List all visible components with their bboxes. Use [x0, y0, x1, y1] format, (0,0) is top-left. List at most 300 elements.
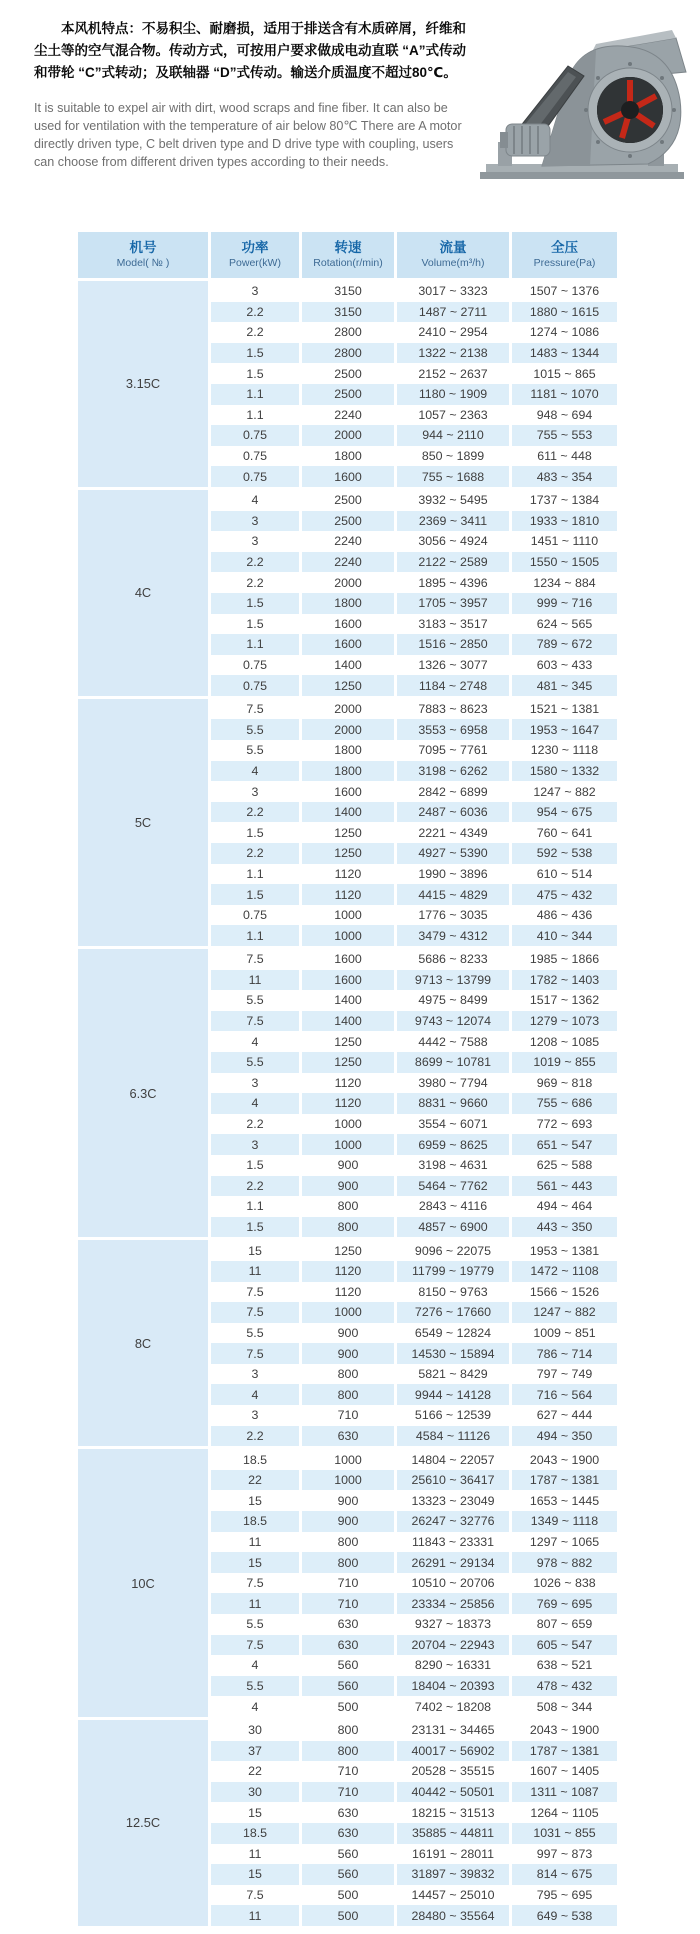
volume-cell: 18404 ~ 20393: [397, 1676, 509, 1697]
rotation-cell: 800: [302, 1364, 394, 1385]
power-cell: 7.5: [211, 1635, 299, 1656]
fan-product-image: [469, 10, 694, 186]
power-cell: 11: [211, 1905, 299, 1926]
pressure-cell: 999 ~ 716: [512, 593, 617, 614]
table-row: [211, 1552, 620, 1573]
pressure-cell: 1521 ~ 1381: [512, 699, 617, 720]
table-row: [211, 1155, 620, 1176]
power-cell: 1.5: [211, 1155, 299, 1176]
power-cell: 3: [211, 511, 299, 532]
rotation-cell: 2000: [302, 719, 394, 740]
rotation-cell: 1800: [302, 446, 394, 467]
header-model-en: Model( № ): [116, 256, 170, 269]
volume-cell: 2369 ~ 3411: [397, 511, 509, 532]
pressure-cell: 1880 ~ 1615: [512, 302, 617, 323]
power-cell: 7.5: [211, 1282, 299, 1303]
table-row: [211, 490, 620, 511]
pressure-cell: 625 ~ 588: [512, 1155, 617, 1176]
power-cell: 2.2: [211, 1114, 299, 1135]
power-cell: 1.5: [211, 343, 299, 364]
rotation-cell: 1250: [302, 843, 394, 864]
volume-cell: 3017 ~ 3323: [397, 281, 509, 302]
table-row: [211, 1176, 620, 1197]
table-row: [211, 1426, 620, 1447]
power-cell: 3: [211, 281, 299, 302]
table-row: [211, 1593, 620, 1614]
header-pressure-en: Pressure(Pa): [533, 256, 596, 269]
pressure-cell: 443 ~ 350: [512, 1217, 617, 1238]
pressure-cell: 997 ~ 873: [512, 1844, 617, 1865]
volume-cell: 5464 ~ 7762: [397, 1176, 509, 1197]
rotation-cell: 2000: [302, 572, 394, 593]
table-row: [211, 740, 620, 761]
pressure-cell: 481 ~ 345: [512, 675, 617, 696]
table-row: [211, 884, 620, 905]
rotation-cell: 560: [302, 1864, 394, 1885]
table-row: [211, 1011, 620, 1032]
model-label: 6.3C: [78, 949, 208, 1237]
volume-cell: 2842 ~ 6899: [397, 781, 509, 802]
rotation-cell: 1250: [302, 1240, 394, 1261]
power-cell: 11: [211, 970, 299, 991]
volume-cell: 944 ~ 2110: [397, 425, 509, 446]
table-row: [211, 1823, 620, 1844]
power-cell: 15: [211, 1490, 299, 1511]
pressure-cell: 478 ~ 432: [512, 1676, 617, 1697]
rotation-cell: 1000: [302, 1114, 394, 1135]
volume-cell: 9713 ~ 13799: [397, 970, 509, 991]
pressure-cell: 1653 ~ 1445: [512, 1490, 617, 1511]
pressure-cell: 1985 ~ 1866: [512, 949, 617, 970]
volume-cell: 4415 ~ 4829: [397, 884, 509, 905]
volume-cell: 9743 ~ 12074: [397, 1011, 509, 1032]
rotation-cell: 1120: [302, 1282, 394, 1303]
power-cell: 1.5: [211, 593, 299, 614]
volume-cell: 1776 ~ 3035: [397, 905, 509, 926]
power-cell: 3: [211, 1405, 299, 1426]
rotation-cell: 2240: [302, 552, 394, 573]
table-header-row: [78, 232, 620, 278]
table-row: [211, 1676, 620, 1697]
pressure-cell: 1264 ~ 1105: [512, 1802, 617, 1823]
volume-cell: 13323 ~ 23049: [397, 1490, 509, 1511]
table-row: [211, 552, 620, 573]
pressure-cell: 1247 ~ 882: [512, 781, 617, 802]
power-cell: 22: [211, 1761, 299, 1782]
rotation-cell: 900: [302, 1511, 394, 1532]
pressure-cell: 755 ~ 686: [512, 1093, 617, 1114]
power-cell: 1.1: [211, 384, 299, 405]
power-cell: 15: [211, 1552, 299, 1573]
pressure-cell: 611 ~ 448: [512, 446, 617, 467]
rotation-cell: 1250: [302, 1052, 394, 1073]
table-row: [211, 990, 620, 1011]
power-cell: 2.2: [211, 322, 299, 343]
pressure-cell: 1208 ~ 1085: [512, 1031, 617, 1052]
volume-cell: 26247 ~ 32776: [397, 1511, 509, 1532]
pressure-cell: 1181 ~ 1070: [512, 384, 617, 405]
pressure-cell: 1737 ~ 1384: [512, 490, 617, 511]
power-cell: 4: [211, 1093, 299, 1114]
rotation-cell: 3150: [302, 302, 394, 323]
pressure-cell: 627 ~ 444: [512, 1405, 617, 1426]
table-row: [211, 511, 620, 532]
rotation-cell: 630: [302, 1426, 394, 1447]
pressure-cell: 789 ~ 672: [512, 634, 617, 655]
table-row: [211, 802, 620, 823]
model-label: 3.15C: [78, 281, 208, 487]
power-cell: 7.5: [211, 1573, 299, 1594]
pressure-cell: 1230 ~ 1118: [512, 740, 617, 761]
table-row: [211, 1844, 620, 1865]
table-row: [211, 1449, 620, 1470]
rotation-cell: 2500: [302, 490, 394, 511]
volume-cell: 8290 ~ 16331: [397, 1655, 509, 1676]
header-pressure: [512, 232, 617, 278]
table-row: [211, 1240, 620, 1261]
pressure-cell: 1026 ~ 838: [512, 1573, 617, 1594]
pressure-cell: 651 ~ 547: [512, 1134, 617, 1155]
volume-cell: 14530 ~ 15894: [397, 1343, 509, 1364]
volume-cell: 10510 ~ 20706: [397, 1573, 509, 1594]
header-volume: [397, 232, 509, 278]
pressure-cell: 1279 ~ 1073: [512, 1011, 617, 1032]
power-cell: 30: [211, 1782, 299, 1803]
power-cell: 18.5: [211, 1823, 299, 1844]
model-group: [78, 1720, 620, 1926]
table-row: [211, 1720, 620, 1741]
volume-cell: 4857 ~ 6900: [397, 1217, 509, 1238]
volume-cell: 4442 ~ 7588: [397, 1031, 509, 1052]
rotation-cell: 1000: [302, 905, 394, 926]
table-row: [211, 1384, 620, 1405]
pressure-cell: 494 ~ 464: [512, 1196, 617, 1217]
volume-cell: 2221 ~ 4349: [397, 822, 509, 843]
power-cell: 4: [211, 1696, 299, 1717]
volume-cell: 3198 ~ 6262: [397, 761, 509, 782]
volume-cell: 3056 ~ 4924: [397, 531, 509, 552]
pressure-cell: 1507 ~ 1376: [512, 281, 617, 302]
header-power-cn: 功率: [241, 239, 269, 255]
pressure-cell: 795 ~ 695: [512, 1885, 617, 1906]
power-cell: 22: [211, 1470, 299, 1491]
volume-cell: 8699 ~ 10781: [397, 1052, 509, 1073]
rotation-cell: 1120: [302, 1073, 394, 1094]
rotation-cell: 1000: [302, 1449, 394, 1470]
pressure-cell: 2043 ~ 1900: [512, 1449, 617, 1470]
power-cell: 0.75: [211, 675, 299, 696]
volume-cell: 5686 ~ 8233: [397, 949, 509, 970]
power-cell: 0.75: [211, 905, 299, 926]
pressure-cell: 638 ~ 521: [512, 1655, 617, 1676]
volume-cell: 28480 ~ 35564: [397, 1905, 509, 1926]
pressure-cell: 1234 ~ 884: [512, 572, 617, 593]
table-row: [211, 1635, 620, 1656]
volume-cell: 4584 ~ 11126: [397, 1426, 509, 1447]
pressure-cell: 1787 ~ 1381: [512, 1741, 617, 1762]
pressure-cell: 1483 ~ 1344: [512, 343, 617, 364]
volume-cell: 3198 ~ 4631: [397, 1155, 509, 1176]
power-cell: 3: [211, 1364, 299, 1385]
pressure-cell: 1247 ~ 882: [512, 1302, 617, 1323]
pressure-cell: 1580 ~ 1332: [512, 761, 617, 782]
volume-cell: 2122 ~ 2589: [397, 552, 509, 573]
table-row: [211, 614, 620, 635]
power-cell: 11: [211, 1261, 299, 1282]
power-cell: 2.2: [211, 1426, 299, 1447]
spec-table-body: [78, 281, 620, 1926]
pressure-cell: 475 ~ 432: [512, 884, 617, 905]
model-label: 12.5C: [78, 1720, 208, 1926]
pressure-cell: 1311 ~ 1087: [512, 1782, 617, 1803]
table-row: [211, 1696, 620, 1717]
pressure-cell: 1009 ~ 851: [512, 1323, 617, 1344]
pressure-cell: 948 ~ 694: [512, 405, 617, 426]
pressure-cell: 1566 ~ 1526: [512, 1282, 617, 1303]
table-row: [211, 634, 620, 655]
volume-cell: 1184 ~ 2748: [397, 675, 509, 696]
table-row: [211, 1490, 620, 1511]
table-row: [211, 1741, 620, 1762]
power-cell: 7.5: [211, 1302, 299, 1323]
header-model-cn: 机号: [129, 239, 157, 255]
power-cell: 5.5: [211, 1676, 299, 1697]
pressure-cell: 561 ~ 443: [512, 1176, 617, 1197]
table-row: [211, 1217, 620, 1238]
power-cell: 4: [211, 1384, 299, 1405]
rotation-cell: 1250: [302, 675, 394, 696]
power-cell: 1.5: [211, 614, 299, 635]
table-row: [211, 925, 620, 946]
rotation-cell: 1000: [302, 1134, 394, 1155]
table-row: [211, 425, 620, 446]
rotation-cell: 900: [302, 1323, 394, 1344]
table-row: [211, 864, 620, 885]
header-volume-cn: 流量: [439, 239, 467, 255]
power-cell: 3: [211, 531, 299, 552]
rotation-cell: 900: [302, 1343, 394, 1364]
pressure-cell: 592 ~ 538: [512, 843, 617, 864]
power-cell: 4: [211, 1031, 299, 1052]
volume-cell: 14457 ~ 25010: [397, 1885, 509, 1906]
table-row: [211, 1282, 620, 1303]
rotation-cell: 500: [302, 1905, 394, 1926]
rotation-cell: 1800: [302, 593, 394, 614]
pressure-cell: 772 ~ 693: [512, 1114, 617, 1135]
table-row: [211, 1782, 620, 1803]
pressure-cell: 716 ~ 564: [512, 1384, 617, 1405]
pressure-cell: 969 ~ 818: [512, 1073, 617, 1094]
power-cell: 11: [211, 1532, 299, 1553]
table-row: [211, 322, 620, 343]
rotation-cell: 3150: [302, 281, 394, 302]
power-cell: 4: [211, 761, 299, 782]
rotation-cell: 800: [302, 1532, 394, 1553]
pressure-cell: 483 ~ 354: [512, 466, 617, 487]
table-row: [211, 302, 620, 323]
pressure-cell: 1953 ~ 1647: [512, 719, 617, 740]
power-cell: 1.5: [211, 884, 299, 905]
power-cell: 5.5: [211, 1323, 299, 1344]
rotation-cell: 1250: [302, 1031, 394, 1052]
volume-cell: 23131 ~ 34465: [397, 1720, 509, 1741]
volume-cell: 9327 ~ 18373: [397, 1614, 509, 1635]
pressure-cell: 1472 ~ 1108: [512, 1261, 617, 1282]
power-cell: 7.5: [211, 1011, 299, 1032]
table-row: [211, 593, 620, 614]
header-rotation-en: Rotation(r/min): [313, 256, 383, 269]
rotation-cell: 1000: [302, 1470, 394, 1491]
table-row: [211, 1761, 620, 1782]
volume-cell: 1057 ~ 2363: [397, 405, 509, 426]
power-cell: 15: [211, 1240, 299, 1261]
header-rotation: [302, 232, 394, 278]
rotation-cell: 710: [302, 1573, 394, 1594]
volume-cell: 3554 ~ 6071: [397, 1114, 509, 1135]
power-cell: 2.2: [211, 1176, 299, 1197]
power-cell: 5.5: [211, 1614, 299, 1635]
table-row: [211, 843, 620, 864]
table-row: [211, 1532, 620, 1553]
table-row: [211, 363, 620, 384]
rotation-cell: 560: [302, 1844, 394, 1865]
pressure-cell: 1031 ~ 855: [512, 1823, 617, 1844]
table-row: [211, 1885, 620, 1906]
power-cell: 2.2: [211, 843, 299, 864]
rotation-cell: 560: [302, 1655, 394, 1676]
table-row: [211, 761, 620, 782]
pressure-cell: 807 ~ 659: [512, 1614, 617, 1635]
pressure-cell: 1782 ~ 1403: [512, 970, 617, 991]
rotation-cell: 500: [302, 1885, 394, 1906]
rotation-cell: 800: [302, 1741, 394, 1762]
volume-cell: 40442 ~ 50501: [397, 1782, 509, 1803]
volume-cell: 1180 ~ 1909: [397, 384, 509, 405]
table-row: [211, 281, 620, 302]
intro-paragraph-chinese: 本风机特点：不易积尘、耐磨损，适用于排送含有木质碎屑，纤维和尘土等的空气混合物。传动方式，可按用户要求做成电动直联 “A”式传动和带轮 “C”式转动；及联轴器 “D”式传动。输送介质温度不超过80℃。: [34, 21, 466, 81]
power-cell: 37: [211, 1741, 299, 1762]
volume-cell: 11799 ~ 19779: [397, 1261, 509, 1282]
table-row: [211, 1052, 620, 1073]
rotation-cell: 630: [302, 1635, 394, 1656]
table-row: [211, 1093, 620, 1114]
rotation-cell: 800: [302, 1384, 394, 1405]
rotation-cell: 1600: [302, 466, 394, 487]
pressure-cell: 797 ~ 749: [512, 1364, 617, 1385]
pressure-cell: 610 ~ 514: [512, 864, 617, 885]
rotation-cell: 900: [302, 1176, 394, 1197]
rotation-cell: 1400: [302, 990, 394, 1011]
table-row: [211, 1196, 620, 1217]
volume-cell: 6959 ~ 8625: [397, 1134, 509, 1155]
table-row: [211, 466, 620, 487]
volume-cell: 1990 ~ 3896: [397, 864, 509, 885]
rotation-cell: 630: [302, 1823, 394, 1844]
volume-cell: 3183 ~ 3517: [397, 614, 509, 635]
rotation-cell: 800: [302, 1217, 394, 1238]
model-label: 8C: [78, 1240, 208, 1446]
rotation-cell: 1600: [302, 949, 394, 970]
rotation-cell: 1120: [302, 884, 394, 905]
table-row: [211, 949, 620, 970]
volume-cell: 7095 ~ 7761: [397, 740, 509, 761]
volume-cell: 1705 ~ 3957: [397, 593, 509, 614]
rotation-cell: 2800: [302, 343, 394, 364]
pressure-cell: 1933 ~ 1810: [512, 511, 617, 532]
centrifugal-fan-icon: [472, 14, 694, 186]
volume-cell: 2487 ~ 6036: [397, 802, 509, 823]
table-row: [211, 1364, 620, 1385]
table-row: [211, 1470, 620, 1491]
pressure-cell: 624 ~ 565: [512, 614, 617, 635]
pressure-cell: 1953 ~ 1381: [512, 1240, 617, 1261]
rotation-cell: 900: [302, 1155, 394, 1176]
specification-table: [78, 232, 620, 1926]
power-cell: 0.75: [211, 425, 299, 446]
table-row: [211, 384, 620, 405]
pressure-cell: 978 ~ 882: [512, 1552, 617, 1573]
power-cell: 1.1: [211, 405, 299, 426]
power-cell: 1.5: [211, 822, 299, 843]
power-cell: 15: [211, 1802, 299, 1823]
pressure-cell: 1019 ~ 855: [512, 1052, 617, 1073]
power-cell: 3: [211, 781, 299, 802]
power-cell: 30: [211, 1720, 299, 1741]
table-row: [211, 905, 620, 926]
rotation-cell: 1600: [302, 781, 394, 802]
table-row: [211, 1323, 620, 1344]
power-cell: 11: [211, 1593, 299, 1614]
pressure-cell: 410 ~ 344: [512, 925, 617, 946]
table-row: [211, 1031, 620, 1052]
volume-cell: 3553 ~ 6958: [397, 719, 509, 740]
power-cell: 5.5: [211, 719, 299, 740]
rotation-cell: 1600: [302, 614, 394, 635]
power-cell: 4: [211, 490, 299, 511]
table-row: [211, 343, 620, 364]
power-cell: 1.5: [211, 1217, 299, 1238]
rotation-cell: 2000: [302, 699, 394, 720]
rotation-cell: 800: [302, 1552, 394, 1573]
volume-cell: 7883 ~ 8623: [397, 699, 509, 720]
table-row: [211, 446, 620, 467]
rotation-cell: 1120: [302, 1093, 394, 1114]
pressure-cell: 954 ~ 675: [512, 802, 617, 823]
volume-cell: 16191 ~ 28011: [397, 1844, 509, 1865]
volume-cell: 2410 ~ 2954: [397, 322, 509, 343]
pressure-cell: 1274 ~ 1086: [512, 322, 617, 343]
pressure-cell: 494 ~ 350: [512, 1426, 617, 1447]
volume-cell: 850 ~ 1899: [397, 446, 509, 467]
table-row: [211, 1655, 620, 1676]
model-group: [78, 699, 620, 946]
volume-cell: 20528 ~ 35515: [397, 1761, 509, 1782]
rotation-cell: 1000: [302, 925, 394, 946]
volume-cell: 8831 ~ 9660: [397, 1093, 509, 1114]
table-row: [211, 675, 620, 696]
power-cell: 1.1: [211, 634, 299, 655]
table-row: [211, 1614, 620, 1635]
rotation-cell: 2500: [302, 384, 394, 405]
volume-cell: 7402 ~ 18208: [397, 1696, 509, 1717]
power-cell: 18.5: [211, 1449, 299, 1470]
volume-cell: 3980 ~ 7794: [397, 1073, 509, 1094]
power-cell: 5.5: [211, 990, 299, 1011]
table-row: [211, 1802, 620, 1823]
rotation-cell: 800: [302, 1720, 394, 1741]
volume-cell: 8150 ~ 9763: [397, 1282, 509, 1303]
table-row: [211, 1864, 620, 1885]
